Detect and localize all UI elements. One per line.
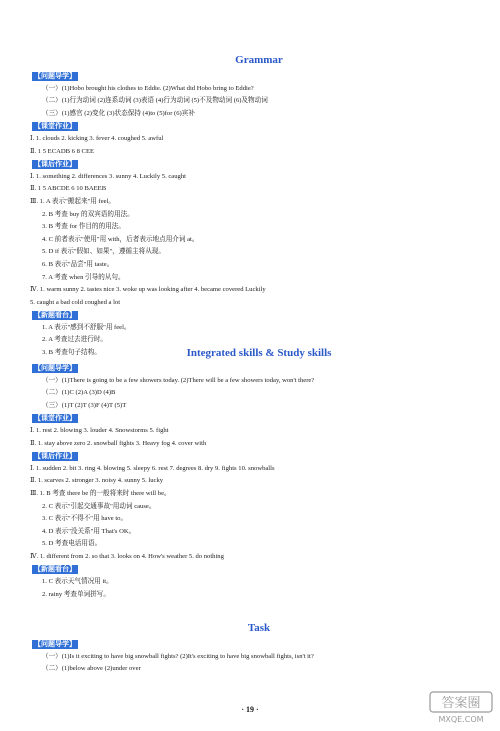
answer-line: Ⅲ. 1. A 表示"搬起来"用 feel。 bbox=[30, 197, 115, 205]
answer-line: Ⅳ. 1. warm sunny 2. tastes nice 3. woke up was looking after 4. became covered Luckily bbox=[30, 286, 266, 294]
tag-xinti-kantai: 【新题看台】 bbox=[34, 311, 76, 320]
answer-line: Ⅱ. 1 5 ABCDE 6 10 BAEEB bbox=[30, 185, 107, 193]
answer-line: （二）(1)below above (2)under over bbox=[42, 665, 141, 673]
answer-line: Ⅱ. 1. scarves 2. stronger 3. noisy 4. sunny 5. lucky bbox=[30, 477, 164, 485]
tag-ketang-zuoye: 【课堂作业】 bbox=[34, 414, 76, 423]
watermark-logo-icon bbox=[428, 690, 494, 726]
integrated-section bbox=[30, 362, 488, 601]
tag-xinti-kantai: 【新题看台】 bbox=[34, 565, 76, 574]
answer-line: （一）(1)There is going to be a few showers today. (2)There will be a few showers today, won't there? bbox=[42, 376, 315, 384]
tag-wenti-daoxue: 【问题导学】 bbox=[34, 71, 76, 80]
answer-line: 3. B 考查 for 作目的的用法。 bbox=[42, 223, 125, 231]
tag-kehou-zuoye: 【课后作业】 bbox=[34, 159, 76, 168]
answer-line: Ⅳ. 1. different from 2. so that 3. looks on 4. How's weather 5. do nothing bbox=[30, 552, 224, 560]
watermark-logo bbox=[428, 690, 494, 726]
answer-line: Ⅱ. 1 5 ECADB 6 8 CEE bbox=[30, 147, 95, 155]
answer-line: 5. caught a bad cold coughed a lot bbox=[30, 298, 121, 306]
task-section bbox=[30, 638, 488, 676]
answer-line: 5. D if 表示"假如、如果"，遵循主将从现。 bbox=[42, 248, 165, 256]
grammar-section bbox=[30, 70, 488, 360]
answer-line: Ⅰ. 1. sudden 2. bit 3. ring 4. blowing 5. sleepy 6. rest 7. degrees 8. dry 9. fights 10. snowballs bbox=[30, 464, 275, 472]
answer-line: Ⅰ. 1. clouds 2. kicking 3. fever 4. coughed 5. awful bbox=[30, 134, 164, 142]
answer-line: 4. C 前者表示"使用"用 with，后者表示地点用介词 at。 bbox=[42, 235, 199, 243]
tag-kehou-zuoye: 【课后作业】 bbox=[34, 451, 76, 460]
page-number: · 19 · bbox=[241, 705, 259, 714]
answer-line: （三）(1)T (2)T (3)F (4)T (5)T bbox=[42, 401, 127, 409]
answer-line: 2. rainy 考查单词拼写。 bbox=[42, 590, 110, 598]
answer-line: 2. C 表示"引起交通事故"用动词 cause。 bbox=[42, 502, 156, 510]
answer-line: Ⅰ. 1. rest 2. blowing 3. louder 4. Snowstorms 5. fight bbox=[30, 426, 169, 434]
answer-line: （二）(1)C (2)A (3)D (4)B bbox=[42, 389, 116, 397]
tag-ketang-zuoye: 【课堂作业】 bbox=[34, 122, 76, 131]
answer-line: （三）(1)感官 (2)变化 (3)状态保持 (4)to (5)for (6)宾补 bbox=[42, 109, 195, 117]
section-title-task: Task bbox=[247, 622, 271, 634]
answer-line: （一）(1)Is it exciting to have big snowball fights? (2)It's exciting to have big snowball fights, isn't it? bbox=[42, 652, 314, 660]
answer-line: Ⅰ. 1. something 2. differences 3. sunny 4. Luckily 5. caught bbox=[30, 172, 186, 180]
answer-line: 6. B 表示"品尝"用 taste。 bbox=[42, 260, 114, 268]
section-title-grammar: Grammar bbox=[235, 54, 283, 66]
answer-line: 3. B 考查句子结构。 bbox=[42, 349, 101, 357]
answer-line: 2. A 考查过去进行时。 bbox=[42, 336, 108, 344]
tag-wenti-daoxue: 【问题导学】 bbox=[34, 639, 76, 648]
answer-line: （一）(1)Hobo brought his clothes to Eddie. (2)What did Hobo bring to Eddie? bbox=[42, 84, 254, 92]
answer-line: Ⅱ. 1. stay above zero 2. snowball fights 3. Heavy fog 4. cover with bbox=[30, 439, 207, 447]
answer-line: 1. C 表示天气情况用 it。 bbox=[42, 578, 113, 586]
answer-line: 4. D 表示"没关系"用 That's OK。 bbox=[42, 527, 136, 535]
answer-line: Ⅲ. 1. B 考查 there be 的一般将来时 there will be。 bbox=[30, 489, 171, 497]
answer-line: 3. C 表示"不得不"用 have to。 bbox=[42, 515, 128, 523]
answer-line: 7. A 考查 when 引导的从句。 bbox=[42, 273, 125, 281]
answer-line: （二）(1)行为动词 (2)连系动词 (3)表语 (4)行为动词 (5)不及物动词 (6)及物动词 bbox=[42, 97, 268, 105]
section-title-integrated-skills: Integrated skills & Study skills bbox=[186, 347, 332, 359]
watermark-url: MXQE.COM bbox=[438, 715, 484, 724]
tag-wenti-daoxue: 【问题导学】 bbox=[34, 363, 76, 372]
answer-line: 2. B 考查 buy 的双宾语的用法。 bbox=[42, 210, 134, 218]
watermark-text: 答案圈 bbox=[441, 696, 481, 711]
answer-line: 5. D 考查电话用语。 bbox=[42, 540, 102, 548]
answer-line: 1. A 表示"感到不舒服"用 feel。 bbox=[42, 323, 131, 331]
